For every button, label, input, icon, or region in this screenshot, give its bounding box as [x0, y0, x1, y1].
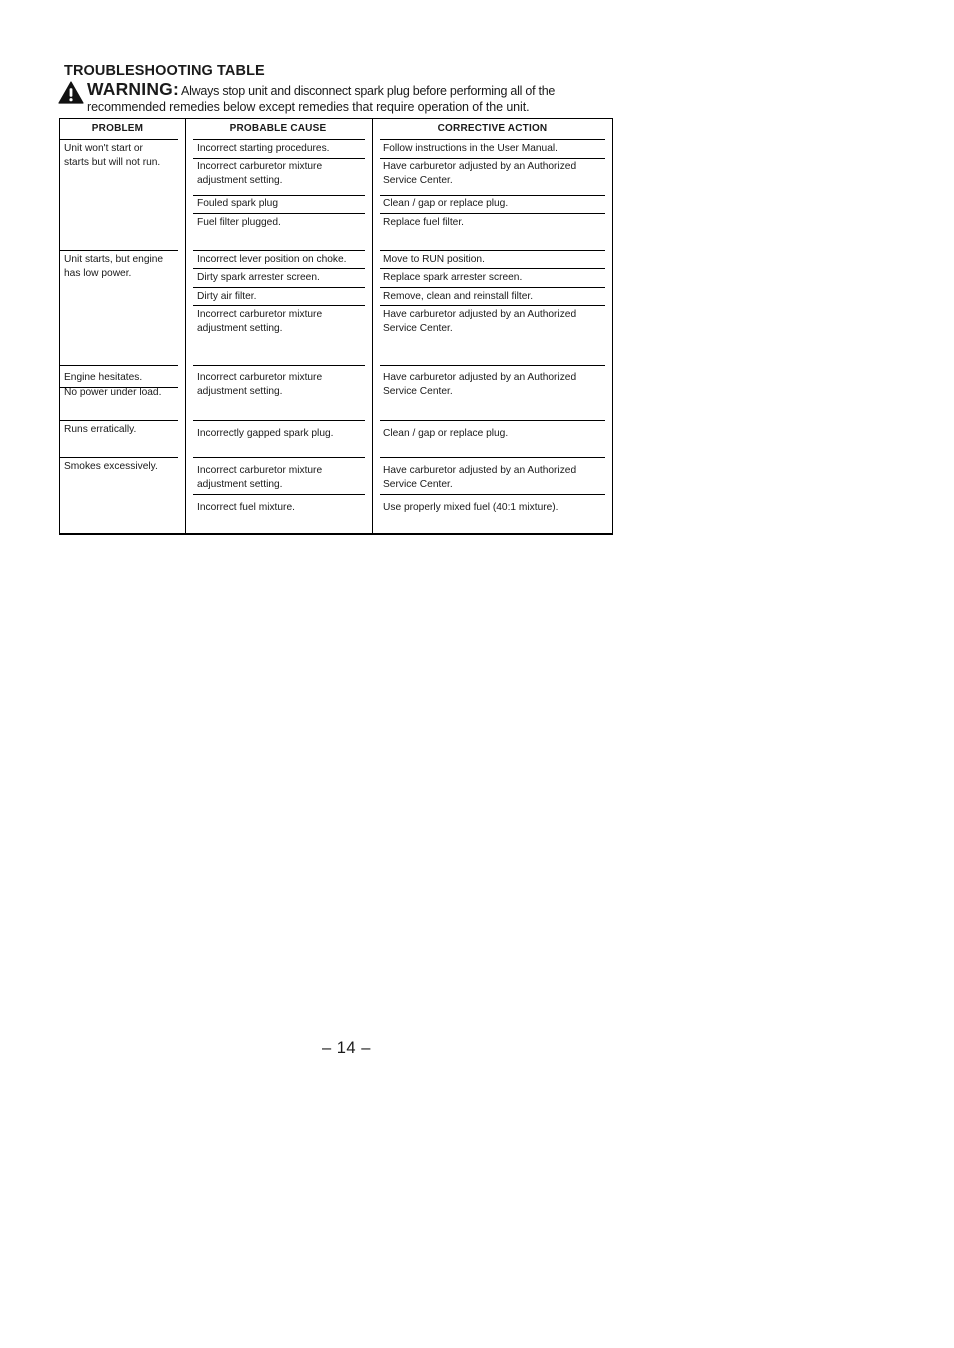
page-number: – 14 –: [322, 1039, 371, 1057]
problem-cell: Engine hesitates.: [64, 372, 143, 383]
action-cell: Have carburetor adjusted by an Authorized Service Center.: [383, 465, 577, 490]
row-rule: [60, 139, 178, 140]
row-rule: [380, 420, 605, 421]
action-cell: Move to RUN position.: [383, 254, 485, 265]
row-rule: [380, 139, 605, 140]
warning-triangle-icon: [58, 81, 84, 104]
column-divider: [185, 119, 186, 533]
row-rule: [60, 457, 178, 458]
row-rule: [380, 158, 605, 159]
action-cell: Use properly mixed fuel (40:1 mixture).: [383, 502, 559, 513]
cause-cell: Incorrect carburetor mixture adjustment setting.: [197, 309, 323, 334]
warning-label: WARNING:: [87, 79, 180, 99]
row-rule: [193, 305, 365, 306]
problem-cell: No power under load.: [64, 387, 162, 398]
row-rule: [193, 365, 365, 366]
row-rule: [193, 287, 365, 288]
row-rule: [380, 365, 605, 366]
action-cell: Have carburetor adjusted by an Authorized Service Center.: [383, 161, 577, 186]
cause-cell: Fouled spark plug: [197, 198, 278, 209]
header-corrective-action: CORRECTIVE ACTION: [437, 123, 548, 134]
row-rule: [380, 213, 605, 214]
cause-cell: Incorrect starting procedures.: [197, 143, 330, 154]
row-rule: [193, 213, 365, 214]
action-cell: Clean / gap or replace plug.: [383, 428, 509, 439]
cause-cell: Incorrect carburetor mixture adjustment setting.: [197, 161, 323, 186]
row-rule: [380, 287, 605, 288]
cause-cell: Incorrectly gapped spark plug.: [197, 428, 334, 439]
row-rule: [193, 139, 365, 140]
action-cell: Remove, clean and reinstall filter.: [383, 291, 534, 302]
cause-cell: Incorrect carburetor mixture adjustment setting.: [197, 465, 323, 490]
header-problem: PROBLEM: [91, 123, 144, 134]
row-rule: [193, 158, 365, 159]
cause-cell: Incorrect carburetor mixture adjustment setting.: [197, 372, 323, 397]
row-rule: [193, 195, 365, 196]
cause-cell: Fuel filter plugged.: [197, 217, 281, 228]
row-rule: [380, 494, 605, 495]
row-rule: [193, 457, 365, 458]
row-rule: [380, 250, 605, 251]
problem-cell: Smokes excessively.: [64, 461, 158, 472]
row-rule: [380, 457, 605, 458]
action-cell: Have carburetor adjusted by an Authorized Service Center.: [383, 309, 577, 334]
cause-cell: Incorrect lever position on choke.: [197, 254, 347, 265]
row-rule: [193, 268, 365, 269]
problem-cell: Unit won't start or starts but will not run.: [64, 143, 161, 168]
column-divider: [372, 119, 373, 533]
troubleshooting-table: [59, 118, 613, 535]
row-rule: [193, 250, 365, 251]
cause-cell: Dirty air filter.: [197, 291, 257, 302]
row-rule: [193, 420, 365, 421]
header-probable-cause: PROBABLE CAUSE: [229, 123, 327, 134]
action-cell: Replace spark arrester screen.: [383, 272, 523, 283]
warning-text-line-1: Always stop unit and disconnect spark plug before performing all of the: [181, 84, 556, 98]
row-rule: [60, 365, 178, 366]
action-cell: Clean / gap or replace plug.: [383, 198, 509, 209]
warning-text-line-2: recommended remedies below except remedies that require operation of the unit.: [87, 100, 530, 114]
row-rule: [380, 305, 605, 306]
problem-cell: Runs erratically.: [64, 424, 137, 435]
action-cell: Have carburetor adjusted by an Authorized Service Center.: [383, 372, 577, 397]
page-title: TROUBLESHOOTING TABLE: [64, 63, 265, 79]
cause-cell: Incorrect fuel mixture.: [197, 502, 295, 513]
row-rule: [380, 195, 605, 196]
row-rule: [60, 250, 178, 251]
row-rule: [380, 268, 605, 269]
row-rule: [60, 420, 178, 421]
action-cell: Replace fuel filter.: [383, 217, 464, 228]
action-cell: Follow instructions in the User Manual.: [383, 143, 558, 154]
problem-cell: Unit starts, but engine has low power.: [64, 254, 164, 279]
cause-cell: Dirty spark arrester screen.: [197, 272, 320, 283]
row-rule: [193, 494, 365, 495]
